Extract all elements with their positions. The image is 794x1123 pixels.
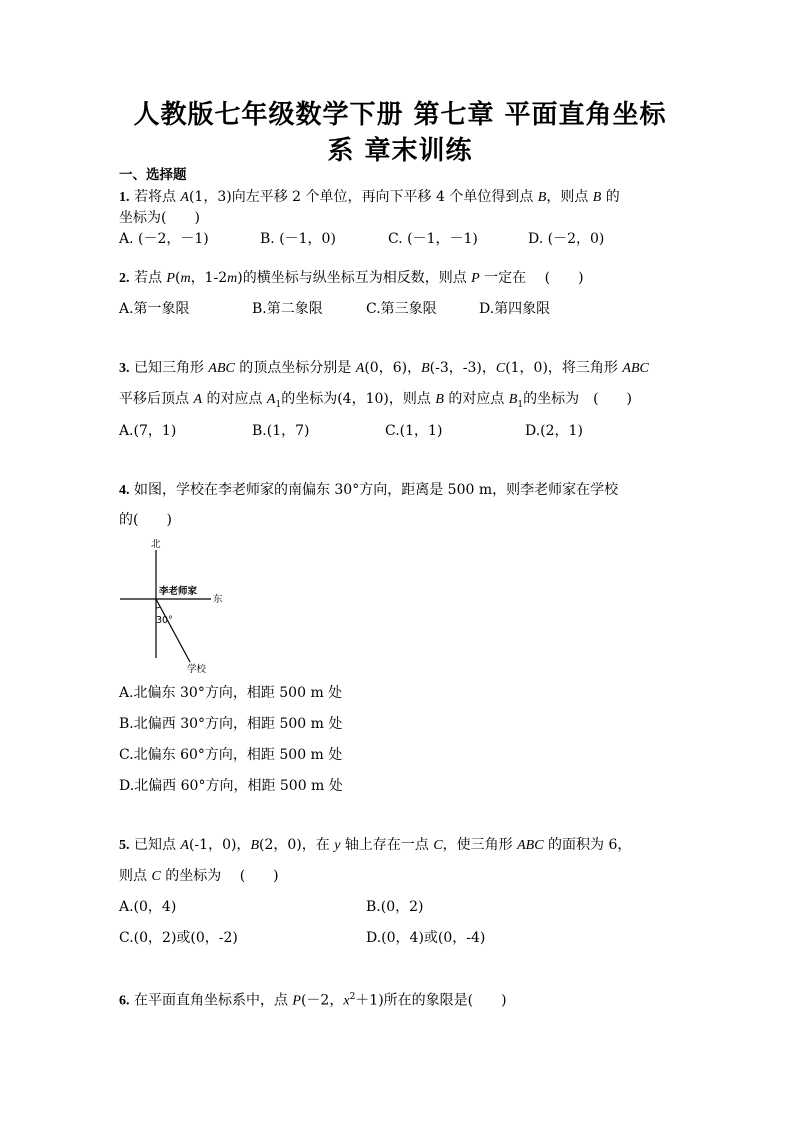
- text: )的横坐标与纵坐标互为相反数，则点: [237, 270, 472, 286]
- text: 轴上存在一点: [340, 837, 434, 853]
- variable: m: [227, 271, 238, 286]
- triangle-label: ABC: [622, 361, 649, 376]
- text: (: [174, 270, 181, 286]
- text: 的对应点: [202, 391, 267, 407]
- text: 已知点: [129, 837, 181, 853]
- text: 若点: [129, 270, 167, 286]
- question-2-option-a: A.第一象限: [119, 301, 190, 317]
- question-4-option-a: A.北偏东 30°方向，相距 500 m 处: [119, 685, 343, 701]
- question-5-text-line2: [119, 866, 279, 887]
- document-title-line1: 人教版七年级数学下册 第七章 平面直角坐标: [133, 100, 667, 130]
- text: 一定在 ( ): [479, 270, 584, 286]
- question-1-text-line2: 坐标为( ): [119, 210, 200, 226]
- point-label: A: [180, 190, 189, 205]
- question-4-text-line2: 的( ): [119, 512, 172, 528]
- question-number: 4.: [119, 483, 130, 498]
- document-title-line2: 系 章末训练: [327, 136, 473, 166]
- variable: x: [343, 993, 350, 1009]
- question-number: 3.: [119, 361, 130, 376]
- question-4-option-c: C.北偏东 60°方向，相距 500 m 处: [119, 747, 343, 763]
- question-number: 1.: [119, 190, 130, 205]
- point-label: P: [471, 271, 480, 286]
- text: 平移后顶点: [119, 391, 194, 407]
- text: 已知三角形: [129, 360, 209, 376]
- point-label: C: [151, 869, 161, 884]
- point-label: B: [435, 392, 444, 407]
- question-3-option-d: D.(2，1): [525, 423, 583, 439]
- point-label: B: [537, 190, 547, 205]
- question-4-option-d: D.北偏西 60°方向，相距 500 m 处: [119, 778, 343, 794]
- question-3-option-c: C.(1，1): [385, 423, 443, 439]
- question-1-option-b: B. (－1，0): [260, 231, 336, 247]
- point-label: A: [193, 392, 203, 407]
- east-label: 东: [213, 594, 223, 605]
- question-4-text: [119, 480, 618, 501]
- question-5-option-d: D.(0，4)或(0，-4): [366, 930, 486, 946]
- text: 的坐标为(4，10)，则点: [281, 391, 436, 407]
- question-2-option-d: D.第四象限: [479, 301, 551, 317]
- variable: m: [180, 271, 191, 286]
- triangle-label: ABC: [517, 838, 544, 853]
- text: (-1，0)，: [188, 837, 251, 853]
- direction-line: [156, 599, 190, 662]
- text: ，使三角形: [442, 837, 518, 853]
- text: ，则点: [546, 189, 593, 205]
- superscript: 2: [349, 992, 356, 1002]
- text: 在平面直角坐标系中，点: [129, 992, 293, 1009]
- question-number: 5.: [119, 838, 130, 853]
- question-3-text: [119, 358, 649, 379]
- text: 的坐标为 ( ): [523, 391, 633, 407]
- question-2-option-c: C.第三象限: [366, 301, 437, 317]
- point-label: B: [508, 392, 518, 407]
- text: 则点: [119, 868, 152, 884]
- question-3-text-line2: [119, 389, 632, 415]
- point-label: P: [292, 993, 301, 1009]
- question-6-text: [119, 987, 507, 1012]
- text: 的对应点: [443, 391, 509, 407]
- text: 若将点: [129, 189, 181, 205]
- text: (1，3)向左平移 2 个单位，再向下平移 4 个单位得到点: [188, 189, 538, 205]
- point-label: A: [355, 361, 365, 376]
- text: ，1-2: [190, 270, 228, 286]
- question-1-text: [119, 187, 620, 208]
- question-number: 2.: [119, 271, 130, 286]
- variable: y: [334, 838, 341, 853]
- angle-arc: [156, 607, 160, 608]
- text: ＋1)所在的象限是( ): [355, 992, 507, 1009]
- question-4-option-b: B.北偏西 30°方向，相距 500 m 处: [119, 716, 343, 732]
- point-label: C: [495, 361, 506, 376]
- question-2-text: [119, 268, 584, 289]
- school-label: 学校: [187, 664, 207, 675]
- north-label: 北: [151, 539, 161, 550]
- text: (-3，-3)，: [429, 360, 496, 376]
- question-1-option-a: A. (－2，－1): [119, 231, 209, 247]
- direction-diagram: [116, 536, 236, 676]
- text: (－2，: [300, 992, 344, 1009]
- question-5-option-b: B.(0，2): [366, 899, 424, 915]
- text: (2，0)，在: [259, 837, 335, 853]
- home-label: 李老师家: [159, 586, 198, 597]
- point-label: A: [266, 392, 276, 407]
- subscript: 1: [517, 399, 524, 410]
- question-5-text: [119, 835, 631, 856]
- section-heading: 一、选择题: [119, 167, 187, 183]
- question-number: 6.: [119, 993, 130, 1009]
- triangle-label: ABC: [208, 361, 235, 376]
- text: 的: [601, 189, 620, 205]
- text: 如图，学校在李老师家的南偏东 30°方向，距离是 500 m，则李老师家在学校: [129, 482, 619, 498]
- text: 的面积为 6，: [543, 837, 632, 853]
- point-label: C: [433, 838, 443, 853]
- question-1-option-d: D. (－2，0): [528, 231, 605, 247]
- text: (1，0)，将三角形: [505, 360, 623, 376]
- question-2-option-b: B.第二象限: [252, 301, 323, 317]
- point-label: B: [592, 190, 602, 205]
- question-3-option-b: B.(1，7): [252, 423, 310, 439]
- text: 的坐标为 ( ): [160, 868, 279, 884]
- question-5-option-a: A.(0，4): [119, 899, 177, 915]
- text: (0，6)，: [364, 360, 422, 376]
- question-1-option-c: C. (－1，－1): [388, 231, 478, 247]
- point-label: P: [166, 271, 175, 286]
- subscript: 1: [275, 399, 282, 410]
- angle-label: 30°: [156, 615, 173, 626]
- question-3-option-a: A.(7，1): [119, 423, 177, 439]
- point-label: B: [250, 838, 259, 853]
- text: 的顶点坐标分别是: [234, 360, 356, 376]
- point-label: A: [180, 838, 189, 853]
- point-label: B: [421, 361, 430, 376]
- question-5-option-c: C.(0，2)或(0，-2): [119, 930, 238, 946]
